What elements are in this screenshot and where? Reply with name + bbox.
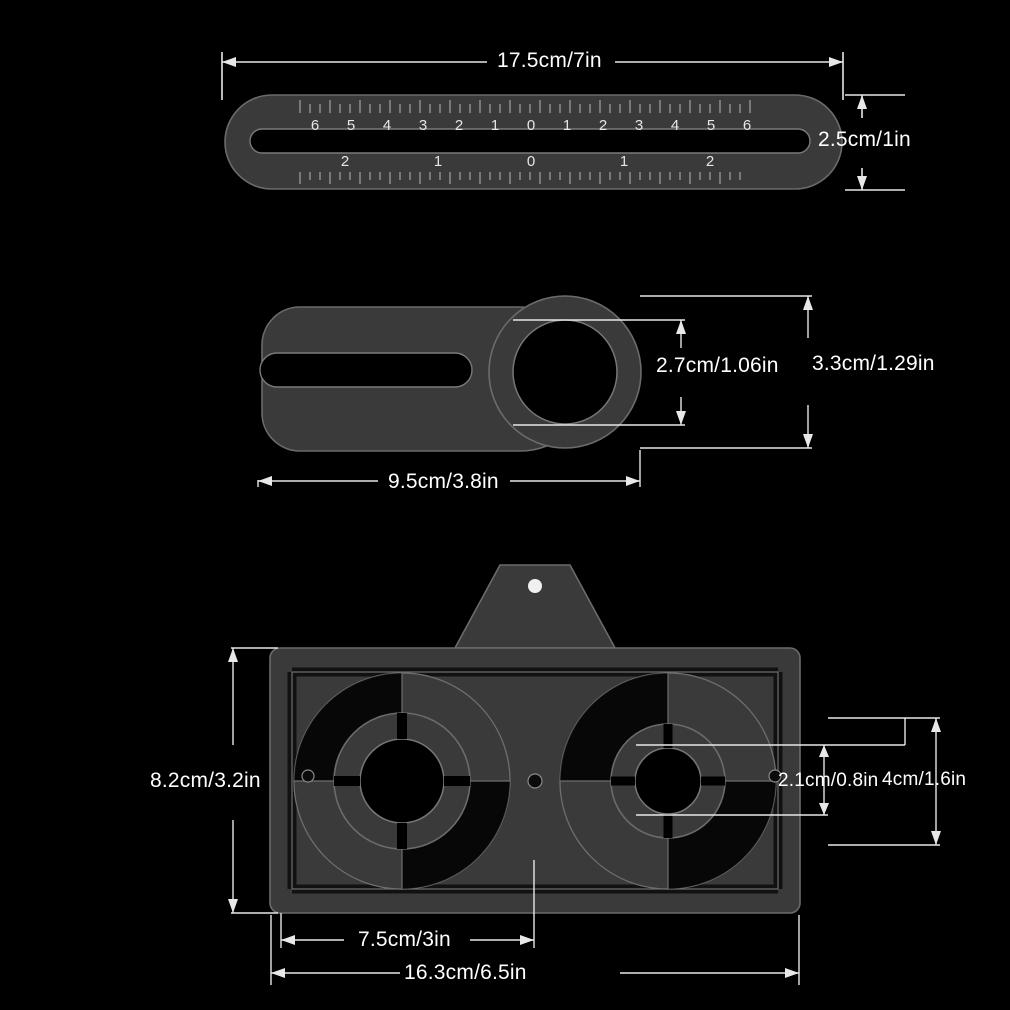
svg-text:5: 5 — [346, 117, 356, 134]
svg-text:2: 2 — [705, 153, 715, 170]
svg-text:1: 1 — [562, 117, 572, 134]
dimension-label-plate-height: 8.2cm/3.2in — [150, 769, 261, 792]
dimension-label-arm-length: 9.5cm/3.8in — [388, 470, 499, 493]
svg-text:2: 2 — [454, 117, 464, 134]
dimension-label-plate-hole-large: 4cm/1.6in — [882, 769, 967, 790]
svg-text:1: 1 — [619, 153, 629, 170]
svg-text:1: 1 — [433, 153, 443, 170]
dimension-label-arm-ring-outer: 3.3cm/1.29in — [812, 352, 935, 375]
dimension-label-ruler-length: 17.5cm/7in — [497, 49, 602, 72]
dimension-label-plate-hole-spacing: 7.5cm/3in — [358, 928, 451, 951]
svg-text:6: 6 — [310, 117, 320, 134]
svg-text:0: 0 — [526, 153, 536, 170]
dimension-label-arm-ring-inner: 2.7cm/1.06in — [656, 354, 779, 377]
svg-text:1: 1 — [490, 117, 500, 134]
svg-text:5: 5 — [706, 117, 716, 134]
arm-with-ring-graphic — [258, 296, 813, 487]
dimension-label-ruler-height: 2.5cm/1in — [818, 128, 911, 151]
svg-text:3: 3 — [418, 117, 428, 134]
dimension-label-plate-hole-small: 2.1cm/0.8in — [778, 770, 879, 791]
svg-text:6: 6 — [742, 117, 752, 134]
svg-text:4: 4 — [382, 117, 392, 134]
dimension-label-plate-width: 16.3cm/6.5in — [404, 961, 527, 984]
svg-text:0: 0 — [526, 117, 536, 134]
svg-text:4: 4 — [670, 117, 680, 134]
svg-text:3: 3 — [634, 117, 644, 134]
svg-text:2: 2 — [340, 153, 350, 170]
svg-text:2: 2 — [598, 117, 608, 134]
